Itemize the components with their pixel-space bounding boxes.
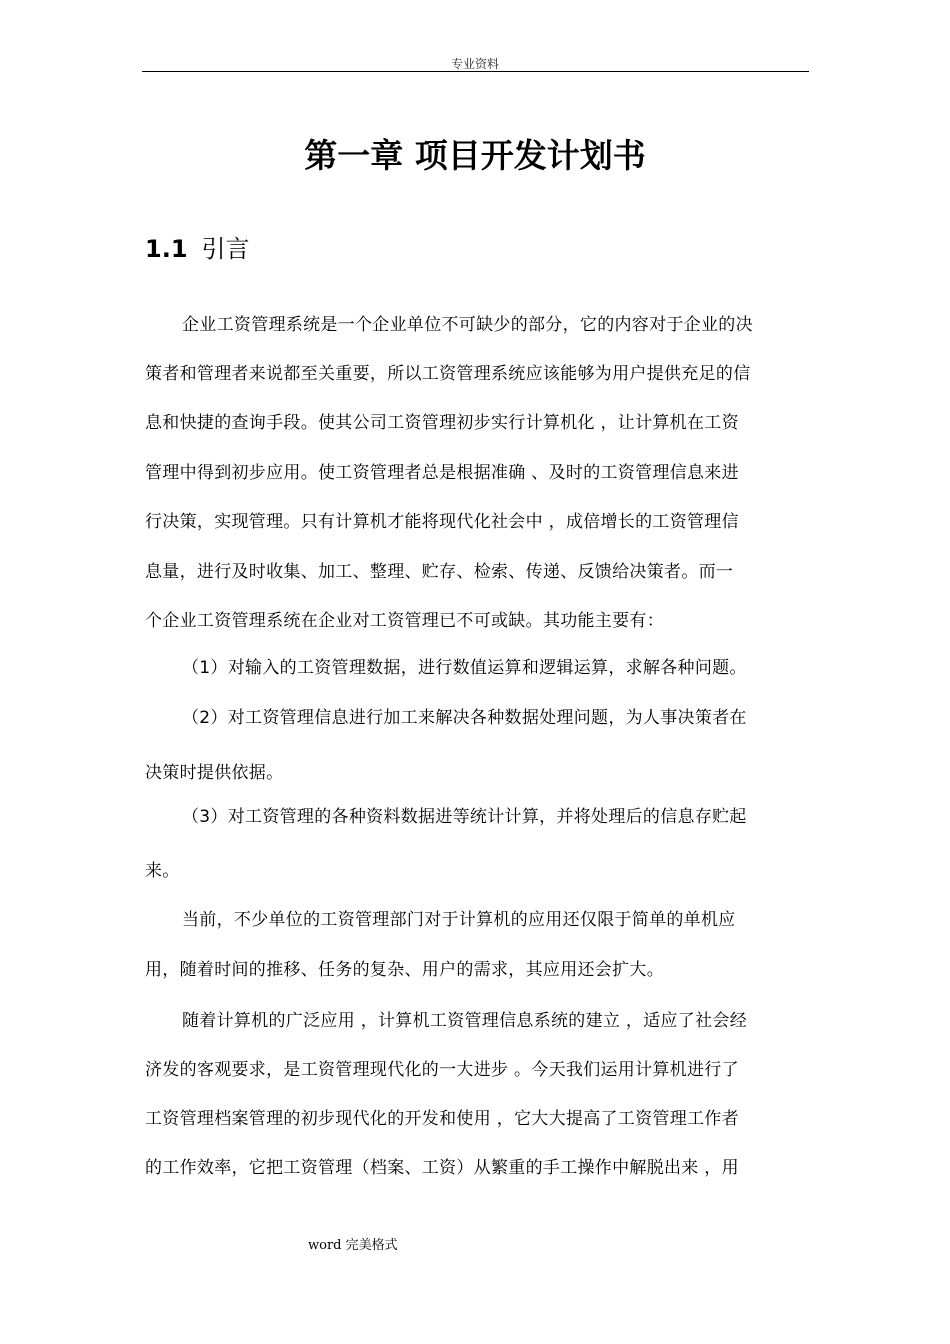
body-line: 来。 bbox=[145, 861, 180, 881]
body-line: 息量，进行及时收集、加工、整理、贮存、检索、传递、反馈给决策者。而一 bbox=[145, 562, 734, 582]
body-line: 工资管理档案管理的初步现代化的开发和使用 ，它大大提高了工资管理工作者 bbox=[145, 1109, 739, 1129]
list-item: （2）对工资管理信息进行加工来解决各种数据处理问题，为人事决策者在 bbox=[182, 708, 747, 728]
body-line: 济发的客观要求，是工资管理现代化的一大进步 。今天我们运用计算机进行了 bbox=[145, 1060, 739, 1080]
body-line: 的工作效率，它把工资管理（档案、工资）从繁重的手工操作中解脱出来 ，用 bbox=[145, 1158, 739, 1178]
section-heading bbox=[145, 229, 250, 264]
body-line: 息和快捷的查询手段。使其公司工资管理初步实行计算机化 ，让计算机在工资 bbox=[145, 413, 739, 433]
body-line: 行决策，实现管理。只有计算机才能将现代化社会中 ，成倍增长的工资管理信 bbox=[145, 512, 739, 532]
section-title-text: 引言 bbox=[201, 235, 250, 263]
body-line: 企业工资管理系统是一个企业单位不可缺少的部分，它的内容对于企业的决 bbox=[182, 315, 753, 335]
body-line: 当前，不少单位的工资管理部门对于计算机的应用还仅限于简单的单机应 bbox=[182, 910, 736, 930]
body-line: 随着计算机的广泛应用 ，计算机工资管理信息系统的建立 ，适应了社会经 bbox=[182, 1011, 748, 1031]
chapter-title: 第一章 项目开发计划书 bbox=[304, 136, 646, 175]
body-line: 管理中得到初步应用。使工资管理者总是根据准确 、及时的工资管理信息来进 bbox=[145, 463, 739, 483]
body-line: 策者和管理者来说都至关重要，所以工资管理系统应该能够为用户提供充足的信 bbox=[145, 364, 751, 384]
section-number: 1.1 bbox=[145, 235, 188, 263]
body-line: 用，随着时间的推移、任务的复杂、用户的需求，其应用还会扩大。 bbox=[145, 960, 664, 980]
page-footer: word 完美格式 bbox=[308, 1238, 398, 1253]
list-item: （3）对工资管理的各种资料数据进等统计计算，并将处理后的信息存贮起 bbox=[182, 807, 747, 827]
body-line: 决策时提供依据。 bbox=[145, 763, 284, 783]
page-header: 专业资料 bbox=[450, 57, 499, 71]
body-line: 个企业工资管理系统在企业对工资管理已不可或缺。其功能主要有： bbox=[145, 611, 664, 631]
header-divider bbox=[142, 71, 809, 72]
list-item: （1）对输入的工资管理数据，进行数值运算和逻辑运算，求解各种问题。 bbox=[182, 658, 747, 678]
